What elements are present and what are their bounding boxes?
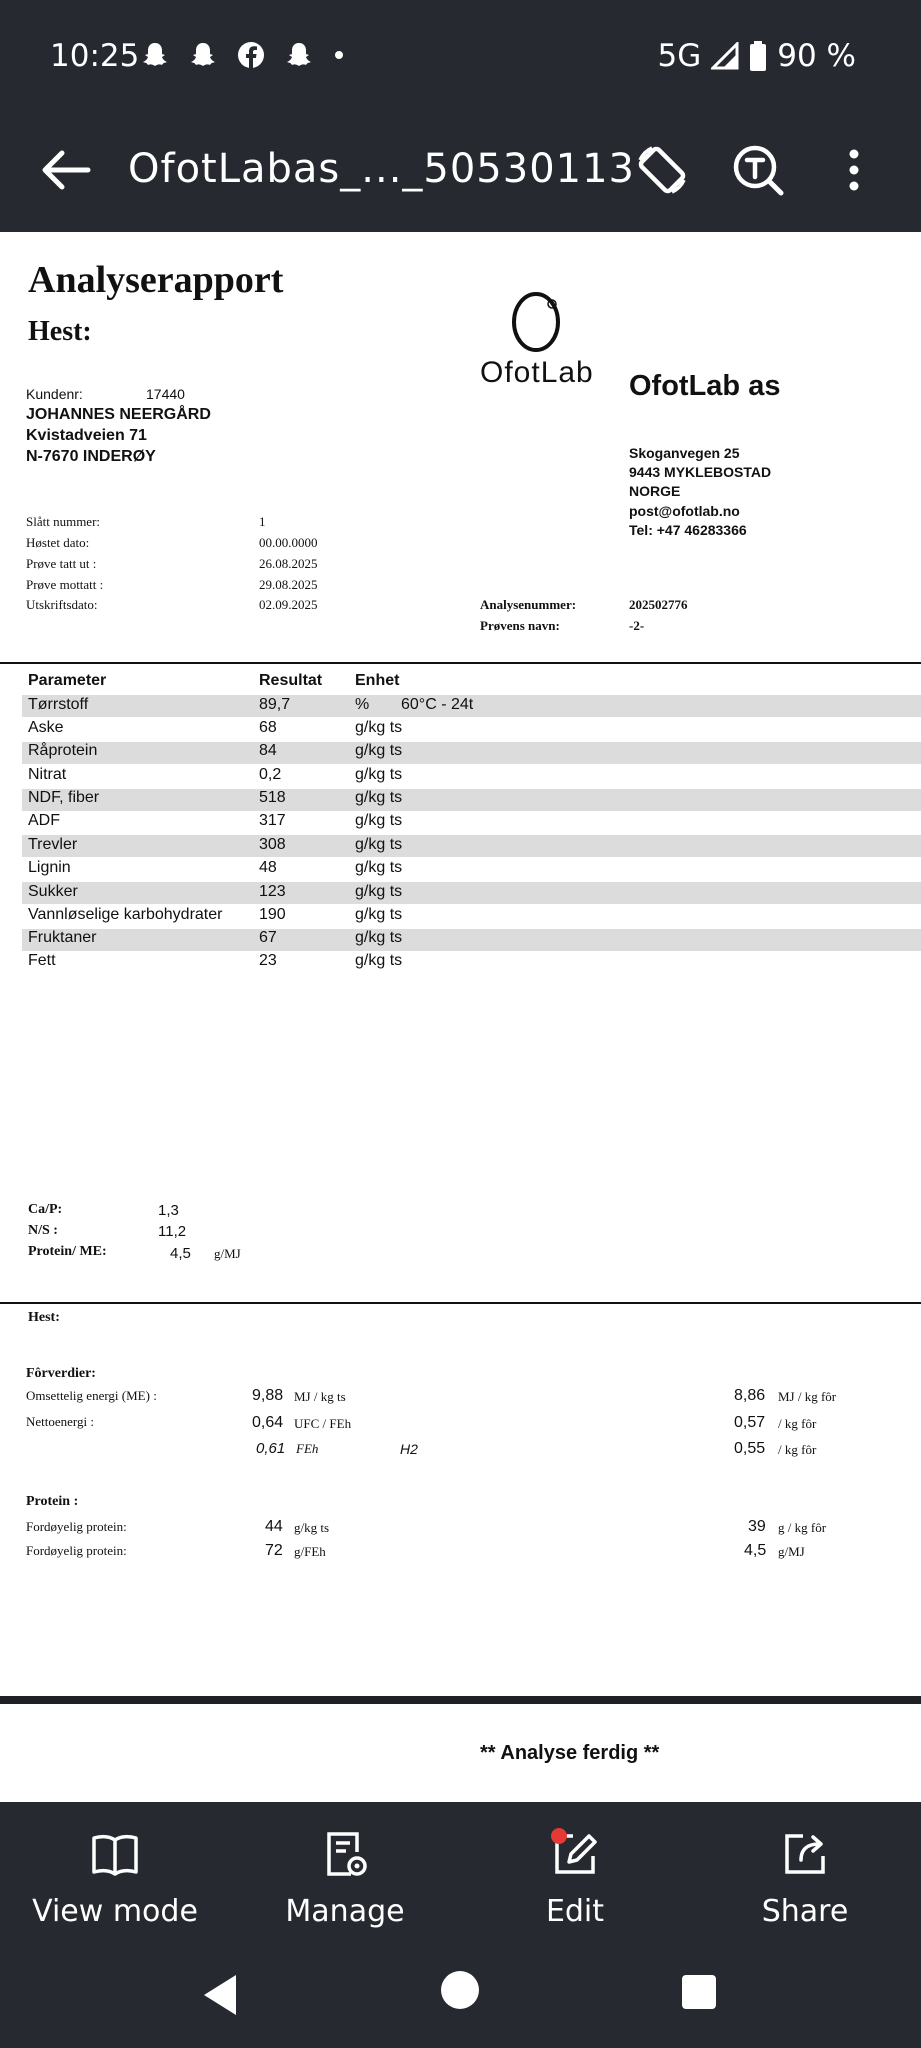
row-unit: g/kg ts [355, 859, 403, 876]
sample-name-label: Prøvens navn: [480, 618, 560, 633]
row-value: 308 [259, 836, 286, 853]
ca-p-label: Ca/P: [28, 1202, 63, 1217]
meta-value: 02.09.2025 [259, 597, 318, 612]
row-param: Nitrat [28, 766, 67, 783]
battery-label: 90 % [777, 38, 856, 74]
company-email: post@ofotlab.no [629, 503, 740, 519]
company-phone: Tel: +47 46283366 [629, 522, 747, 538]
row-param: NDF, fiber [28, 789, 100, 806]
sample-name: -2- [629, 618, 645, 633]
manage-icon [319, 1828, 371, 1880]
row-param: Lignin [28, 859, 71, 876]
manage-button[interactable] [230, 1828, 460, 1929]
row-value: 48 [259, 859, 277, 876]
row-band [22, 789, 921, 811]
protein-section-label: Protein : [26, 1494, 79, 1509]
pdf-page [0, 232, 921, 1802]
snapchat-icon [188, 40, 218, 70]
page-separator [0, 1696, 921, 1704]
row-unit: g/kg ts [355, 812, 403, 829]
row-unit: g/kg ts [355, 742, 403, 759]
row-value: 23 [259, 952, 277, 969]
text-search-icon[interactable] [728, 140, 788, 200]
nav-label: View mode [32, 1894, 198, 1929]
more-options-icon[interactable] [824, 140, 884, 200]
me-unit: MJ / kg ts [294, 1389, 346, 1404]
feh-value-2: 0,55 [734, 1440, 766, 1457]
row-band [22, 835, 921, 857]
bottom-toolbar [0, 1802, 921, 2048]
protein-me-label: Protein/ ME: [28, 1244, 107, 1259]
status-right [657, 38, 856, 74]
row-unit: g/kg ts [355, 766, 403, 783]
fp2-value-2: 4,5 [744, 1542, 767, 1559]
view-mode-button[interactable] [0, 1828, 230, 1929]
nav-label: Manage [285, 1894, 405, 1929]
me-label: Omsettelig energi (ME) : [26, 1388, 157, 1403]
logo-text: OfotLab [480, 356, 594, 389]
notification-icons [140, 40, 346, 70]
row-param: Fett [28, 952, 56, 969]
fp1-value-2: 39 [748, 1518, 766, 1535]
document-title: OfotLabas_..._50530113 [128, 146, 635, 192]
meta-label: Prøve mottatt : [26, 577, 104, 592]
row-band [22, 929, 921, 951]
fp1-unit-2: g / kg fôr [778, 1520, 827, 1535]
meta-value: 26.08.2025 [259, 556, 318, 571]
row-param: Vannløselige karbohydrater [28, 906, 223, 923]
row-unit: g/kg ts [355, 883, 403, 900]
system-home-icon[interactable] [440, 1970, 480, 2010]
meta-label: Slått nummer: [26, 514, 101, 529]
divider [0, 1302, 921, 1304]
feh-unit: FEh [296, 1441, 319, 1456]
row-unit: g/kg ts [355, 929, 403, 946]
meta-label: Prøve tatt ut : [26, 556, 97, 571]
status-time: 10:25 [50, 38, 140, 74]
section-hest: Hest: [28, 1310, 60, 1325]
meta-value: 29.08.2025 [259, 577, 318, 592]
row-param: ADF [28, 812, 60, 829]
netto-value-2: 0,57 [734, 1414, 766, 1431]
row-value: 190 [259, 906, 286, 923]
row-band [22, 882, 921, 904]
fp1-label: Fordøyelig protein: [26, 1519, 127, 1534]
row-value: 317 [259, 812, 286, 829]
table-header: Parameter [28, 672, 107, 689]
logo-mark [508, 290, 568, 354]
row-band [22, 742, 921, 764]
notification-badge [551, 1828, 567, 1844]
row-value: 123 [259, 883, 286, 900]
snapchat-icon [284, 40, 314, 70]
analysis-number: 202502776 [629, 597, 688, 612]
analysis-number-label: Analysenummer: [480, 597, 577, 612]
analysis-status: ** Analyse ferdig ** [480, 1742, 660, 1764]
me-value-2: 8,86 [734, 1387, 766, 1404]
share-button[interactable] [690, 1828, 920, 1929]
me-value: 9,88 [252, 1387, 284, 1404]
company-city: 9443 MYKLEBOSTAD [629, 464, 772, 480]
row-param: Tørrstoff [28, 696, 89, 713]
row-unit: g/kg ts [355, 836, 403, 853]
fp1-unit: g/kg ts [294, 1520, 330, 1535]
row-unit: % [355, 696, 370, 713]
report-subtitle: Hest: [28, 316, 92, 347]
row-param: Trevler [28, 836, 78, 853]
signal-icon [711, 42, 739, 70]
book-icon [89, 1828, 141, 1880]
back-icon[interactable] [36, 140, 96, 200]
n-s-label: N/S : [28, 1223, 58, 1238]
snapchat-icon [140, 40, 170, 70]
netto-unit-2: / kg fôr [778, 1416, 817, 1431]
meta-value: 00.00.0000 [259, 535, 318, 550]
row-unit: g/kg ts [355, 789, 403, 806]
row-value: 89,7 [259, 696, 291, 713]
n-s-value: 11,2 [158, 1223, 187, 1240]
netto-label: Nettoenergi : [26, 1414, 94, 1429]
rotate-screen-icon[interactable] [632, 140, 692, 200]
dot-icon [332, 40, 346, 70]
battery-icon [749, 41, 767, 71]
netto-value: 0,64 [252, 1414, 284, 1431]
row-param: Råprotein [28, 742, 98, 759]
fp1-value: 44 [265, 1518, 283, 1535]
customer-number: 17440 [146, 386, 185, 402]
meta-label: Utskriftsdato: [26, 597, 98, 612]
customer-street: Kvistadveien 71 [26, 427, 147, 444]
facebook-icon [236, 40, 266, 70]
feh-unit-2: / kg fôr [778, 1442, 817, 1457]
system-recents-icon[interactable] [681, 1974, 717, 2010]
system-back-icon[interactable] [196, 1970, 246, 2020]
feh-value: 0,61 [256, 1440, 286, 1457]
row-unit: g/kg ts [355, 952, 403, 969]
me-unit-2: MJ / kg fôr [778, 1389, 837, 1404]
app-bar [0, 110, 921, 232]
row-value: 67 [259, 929, 277, 946]
feh-h2: H2 [400, 1441, 418, 1457]
protein-me-value: 4,5 [170, 1245, 191, 1262]
fp2-unit-2: g/MJ [778, 1544, 805, 1559]
ca-p-value: 1,3 [158, 1202, 179, 1219]
divider [0, 662, 921, 664]
row-value: 68 [259, 719, 277, 736]
fp2-unit: g/FEh [294, 1544, 326, 1559]
status-bar [0, 0, 921, 110]
company-country: NORGE [629, 483, 681, 499]
share-icon [779, 1828, 831, 1880]
customer-city: N-7670 INDERØY [26, 448, 156, 465]
edit-button[interactable] [460, 1828, 690, 1929]
protein-me-unit: g/MJ [214, 1246, 241, 1261]
table-header: Enhet [355, 672, 400, 689]
network-label: 5G [657, 38, 702, 74]
meta-label: Høstet dato: [26, 535, 90, 550]
table-header: Resultat [259, 672, 323, 689]
row-param: Aske [28, 719, 64, 736]
report-title: Analyserapport [28, 259, 284, 301]
row-value: 518 [259, 789, 286, 806]
row-unit: g/kg ts [355, 719, 403, 736]
meta-value: 1 [259, 514, 266, 529]
nav-label: Edit [545, 1894, 605, 1929]
row-note: 60°C - 24t [401, 696, 474, 713]
fp2-label: Fordøyelig protein: [26, 1543, 127, 1558]
forverdier-label: Fôrverdier: [26, 1366, 96, 1381]
company-name: OfotLab as [629, 370, 781, 402]
fp2-value: 72 [265, 1542, 283, 1559]
customer-label: Kundenr: [26, 386, 83, 402]
edit-icon [549, 1828, 601, 1880]
row-param: Sukker [28, 883, 78, 900]
company-street: Skoganvegen 25 [629, 445, 740, 461]
customer-name: JOHANNES NEERGÅRD [26, 406, 211, 423]
row-unit: g/kg ts [355, 906, 403, 923]
nav-label: Share [761, 1894, 849, 1929]
row-value: 0,2 [259, 766, 282, 783]
row-value: 84 [259, 742, 277, 759]
netto-unit: UFC / FEh [294, 1416, 352, 1431]
row-param: Fruktaner [28, 929, 97, 946]
